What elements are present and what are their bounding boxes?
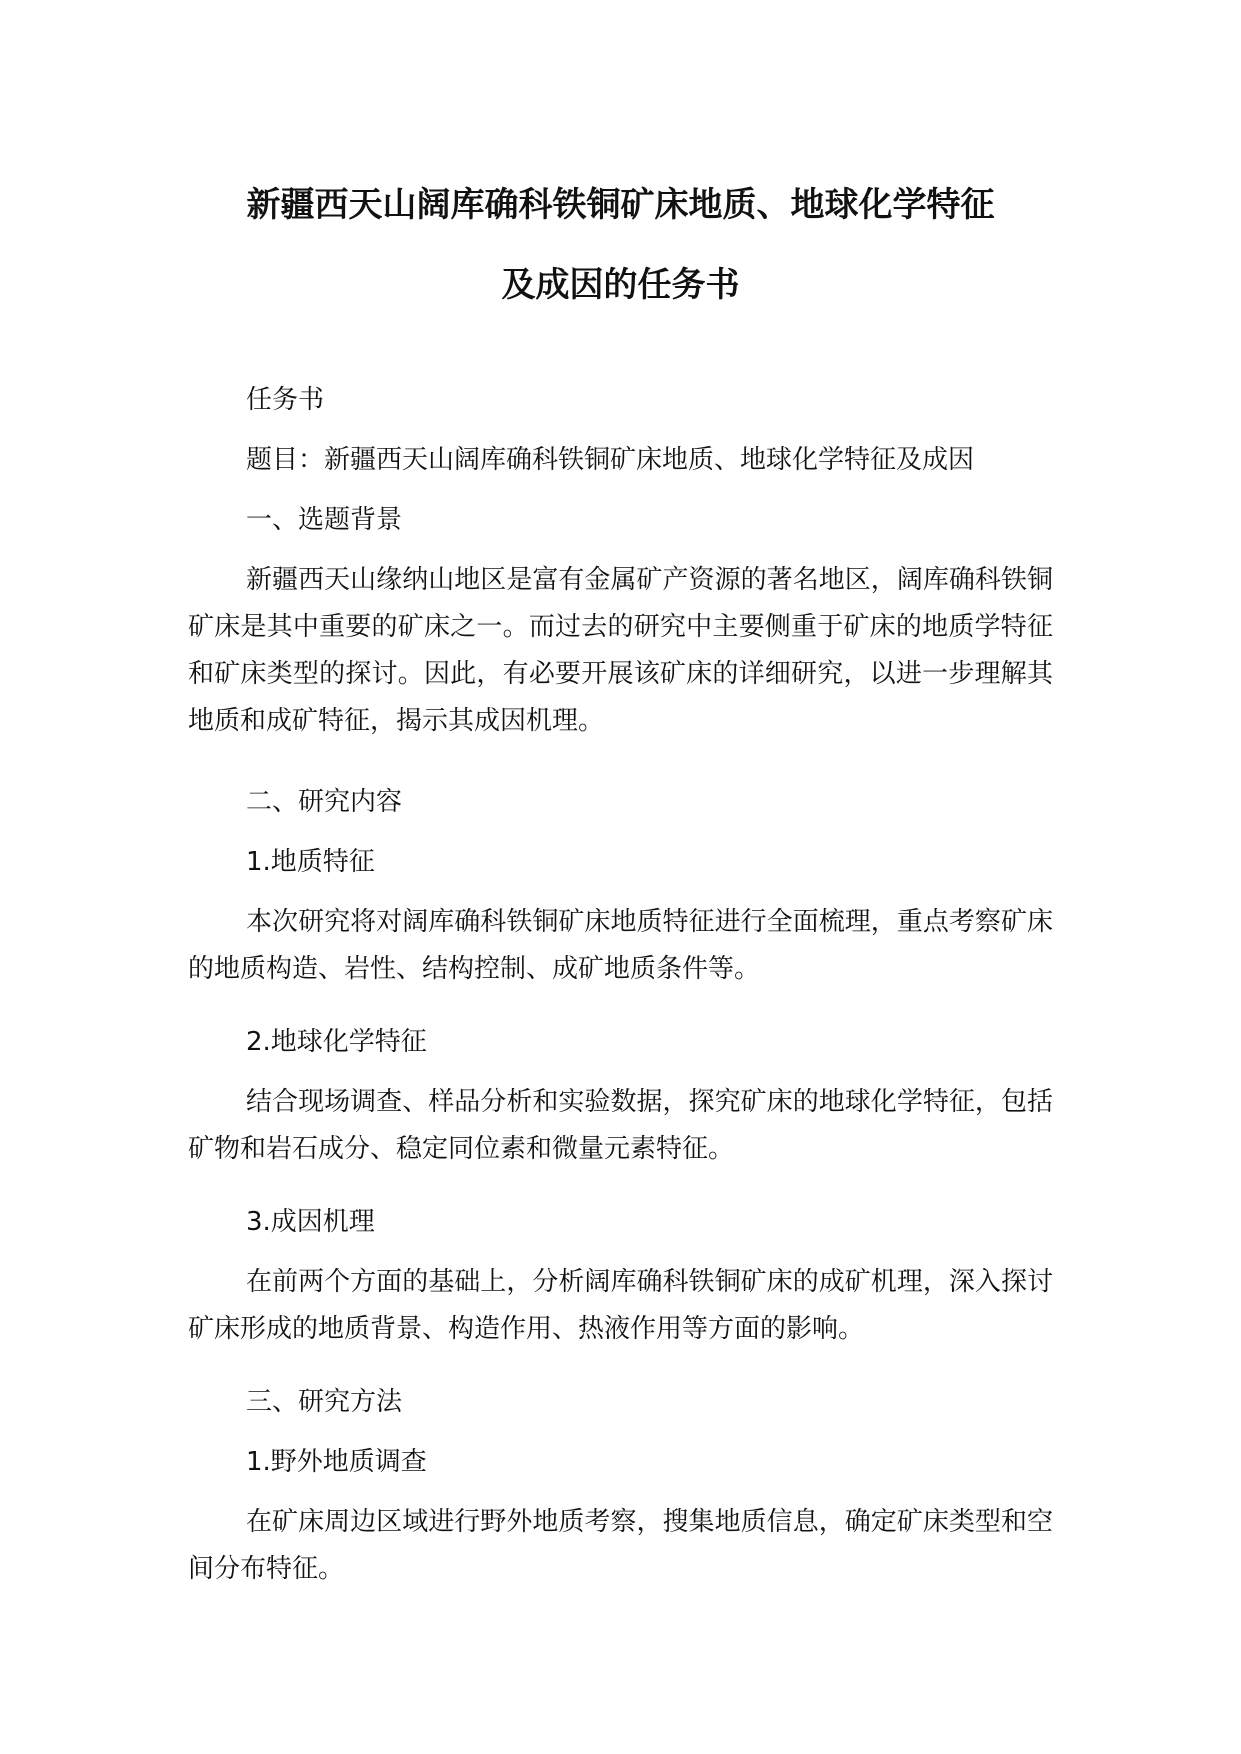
- heading-task-book: 任务书: [246, 385, 325, 415]
- paragraph-geology: 本次研究将对阔库确科铁铜矿床地质特征进行全面梳理，重点考察矿床的地质构造、岩性、结构控制、成矿地质条件等。: [188, 907, 1053, 984]
- paragraph-geochemistry: 结合现场调查、样品分析和实验数据，探究矿床的地球化学特征，包括矿物和岩石成分、稳定同位素和微量元素特征。: [188, 1087, 1053, 1164]
- subheading-genesis: 3.成因机理: [246, 1207, 375, 1237]
- document-title-line-2: 及成因的任务书: [501, 265, 740, 305]
- document-title-line-1: 新疆西天山阔库确科铁铜矿床地质、地球化学特征: [246, 185, 995, 225]
- subheading-geochemistry: 2.地球化学特征: [246, 1027, 427, 1057]
- section-heading-background: 一、选题背景: [246, 505, 403, 535]
- subheading-field-survey: 1.野外地质调查: [246, 1447, 427, 1477]
- paragraph-background: 新疆西天山缘纳山地区是富有金属矿产资源的著名地区，阔库确科铁铜矿床是其中重要的矿床之一。而过去的研究中主要侧重于矿床的地质学特征和矿床类型的探讨。因此，有必要开展该矿床的详细研究，以进一步理解其地质和成矿特征，揭示其成因机理。: [188, 565, 1053, 736]
- section-heading-research-content: 二、研究内容: [246, 787, 403, 817]
- topic-line: 题目：新疆西天山阔库确科铁铜矿床地质、地球化学特征及成因: [246, 445, 975, 475]
- paragraph-genesis: 在前两个方面的基础上，分析阔库确科铁铜矿床的成矿机理，深入探讨矿床形成的地质背景、构造作用、热液作用等方面的影响。: [188, 1267, 1053, 1344]
- section-heading-methods: 三、研究方法: [246, 1387, 403, 1417]
- subheading-geology: 1.地质特征: [246, 847, 375, 877]
- paragraph-field-survey: 在矿床周边区域进行野外地质考察，搜集地质信息，确定矿床类型和空间分布特征。: [188, 1507, 1053, 1584]
